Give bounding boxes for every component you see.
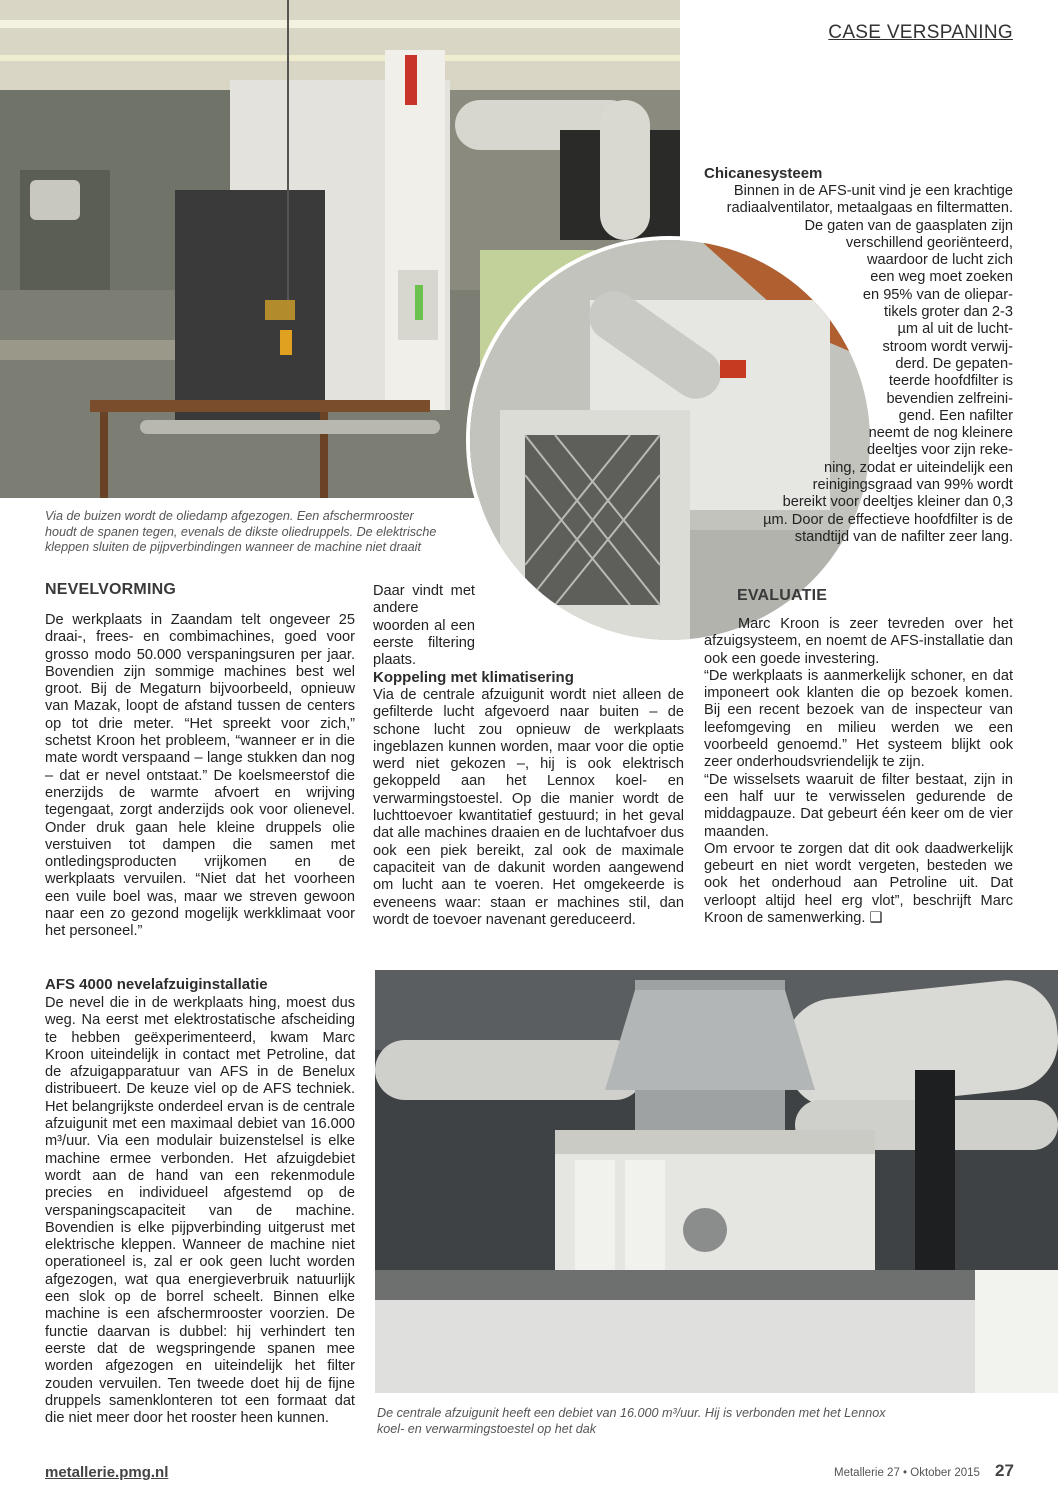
text-line: bevendien zelfreini- bbox=[886, 390, 1013, 407]
text-line: µm al uit de lucht- bbox=[897, 321, 1013, 338]
text-line: tikels groter dan 2-3 bbox=[884, 304, 1013, 321]
evaluatie-paragraph-2: “De werkplaats is aanmerkelijk schoner, en dat imponeert ook klanten die op bezoek komen. Bij een recent bezoek van de inspecteur van leefomgeving en milieu werden we een voorbeeld genoemd.” Het systeem blijkt ook zeer onderhoudsvriendelijk te zijn. bbox=[704, 667, 1013, 771]
section-title: CASE VERSPANING bbox=[828, 22, 1013, 43]
footer-issue: Metallerie 27 • Oktober 2015 bbox=[834, 1467, 980, 1479]
heading-nevelvorming: NEVELVORMING bbox=[45, 581, 177, 598]
text-line: en 95% van de oliepar- bbox=[862, 286, 1013, 303]
text-line: deeltjes voor zijn reke- bbox=[866, 442, 1013, 459]
heading-chicanesysteem: Chicanesysteem bbox=[704, 165, 823, 182]
evaluatie-paragraph-4: Om ervoor te zorgen dat dit ook daadwerkelijk gebeurt en niet wordt vergeten, besteden we ook het onderhoud aan Petroline uit. Dat verloopt altijd heel erg vlot”, beschrijft Marc Kroon de samenwerking. ❑ bbox=[704, 840, 1013, 927]
text-line: reinigingsgraad van 99% wordt bbox=[812, 477, 1013, 494]
heading-evaluatie: EVALUATIE bbox=[737, 587, 828, 604]
text-line: standtijd van de nafilter zeer lang. bbox=[794, 528, 1013, 545]
text-line: stroom wordt verwij- bbox=[882, 338, 1013, 355]
evaluatie-paragraph-3: “De wisselsets waaruit de filter bestaat, zijn in een half uur te verwisselen gedurende de middagpauze. Dat gebeurt één keer om de vier maanden. bbox=[704, 771, 1013, 840]
text-line: een weg moet zoeken bbox=[870, 269, 1013, 286]
photo-caption-top: Via de buizen wordt de oliedamp afgezogen. Een afschermrooster houdt de spanen tegen, evenals de dikste oliedruppels. De elektrische kleppen sluiten de pijpverbindingen wanneer de machine niet draait bbox=[45, 509, 437, 555]
evaluatie-paragraph-1: Marc Kroon is zeer tevreden over het afzuigsysteem, en noemt de AFS-installatie dan ook een goede investering. bbox=[704, 616, 1013, 667]
col1-paragraph-2: De nevel die in de werkplaats hing, moest dus weg. Na eerst met elektrostatische afscheiding te hebben geëxperimenteerd, kwam Marc Kroon uiteindelijk in contact met Petroline, dat de afzuigapparatuur van AFS in de Benelux distribueert. De keuze viel op de AFS techniek. Het belangrijkste onderdeel ervan is de centrale afzuigunit met een maximaal debiet van 16.000 m³/uur. Via een modulair buizenstelsel is elke machine ermee verbonden. Het afzuigdebiet wordt aan de hand van een rekenmodule precies en individueel afgestemd op de verspaningscapaciteit van de machine. Bovendien is elke pijpverbinding uitgerust met elektrische kleppen. Wanneer de machine niet operationeel is, zal er ook geen lucht worden afgezogen, wat qua energieverbruik natuurlijk een slok op de borrel scheelt. Binnen elke machine is een afschermrooster voorzien. De functie daarvan is dubbel: hij verhindert ten eerste dat de wegspringende spanen mee worden afgezogen en uiteindelijk het filter zouden vervuilen. Ten tweede doet hij de fijne druppels samenklonteren tot een formaat dat die niet meer door het rooster heen kunnen. bbox=[45, 995, 355, 1427]
text-line: µm. Door de effectieve hoofdfilter is de bbox=[763, 511, 1013, 528]
text-line: teerde hoofdfilter is bbox=[888, 373, 1013, 390]
chicanesysteem-text bbox=[704, 183, 1013, 546]
text-line: ning, zodat er uiteindelijk een bbox=[823, 459, 1013, 476]
text-line: Binnen in de AFS-unit vind je een krachtige bbox=[733, 183, 1013, 199]
text-line: waardoor de lucht zich bbox=[866, 252, 1013, 269]
photo-caption-bottom: De centrale afzuigunit heeft een debiet van 16.000 m³/uur. Hij is verbonden met het Lennox koel- en verwarmingstoestel op het dak bbox=[377, 1406, 886, 1436]
afzuigunit-photo bbox=[375, 970, 1058, 1393]
col1-paragraph-1: De werkplaats in Zaandam telt ongeveer 25 draai-, frees- en combimachines, goed voor grosso modo 50.000 verspaningsuren per jaar. Bovendien zijn sommige machines best wel groot. Bij de Megaturn bijvoorbeeld, opnieuw van Mazak, loopt de afstand tussen de centers op tot drie meter. “Het spreekt voor zich,” schetst Kroon het probleem, “wanneer er in die mate wordt verspaand – lange stukken dan nog – dat er nevel ontstaat.” De koelsmeerstof die enerzijds de warmte afvoert en wrijving tegengaat, zorgt anderzijds ook voor olienevel. Onder druk gaan hele kleine druppels olie verstuiven tot dampen die samen met ontledingsproducten vrijkomen en de werkplaats vervuilen. “Niet dat het voorheen een vuile boel was, maar we streven gewoon naar een zo gezond mogelijk werkklimaat voor het personeel.” bbox=[45, 612, 355, 940]
text-line: gend. Een nafilter bbox=[898, 407, 1013, 424]
text-line: bereikt voor deeltjes kleiner dan 0,3 bbox=[782, 494, 1013, 511]
text-line: derd. De gepaten- bbox=[895, 355, 1013, 372]
text-line: radiaalventilator, metaalgaas en filtermatten. bbox=[726, 200, 1013, 217]
col2-paragraph-1: Daar vindt met andere woorden al een eerste filtering plaats. bbox=[373, 583, 475, 669]
heading-afs4000: AFS 4000 nevelafzuiginstallatie bbox=[45, 976, 268, 993]
text-line: De gaten van de gaasplaten zijn bbox=[804, 217, 1013, 234]
footer-website-link[interactable]: metallerie.pmg.nl bbox=[45, 1464, 169, 1481]
page-number: 27 bbox=[995, 1461, 1014, 1480]
evaluatie-text bbox=[704, 616, 1013, 927]
text-line: neemt de nog kleinere bbox=[868, 425, 1013, 442]
text-line: verschillend georiënteerd, bbox=[845, 234, 1013, 251]
heading-koppeling: Koppeling met klimatisering bbox=[373, 669, 574, 686]
col2-paragraph-2: Via de centrale afzuigunit wordt niet alleen de gefilterde lucht afgevoerd naar buiten – de schone lucht zou opnieuw de werkplaats ingeblazen kunnen worden, maar voor die optie werd niet gekozen –, hij is ook elektrisch gekoppeld aan het Lennox koel- en verwarmingstoestel. Op die manier wordt de luchttoevoer kwantitatief gestuurd; in het geval dat alle machines draaien en de luchtafvoer dus ook een piek bereikt, zal ook de maximale capaciteit van de dakunit worden aangewend om lucht aan te voeren. Het omgekeerde is eveneens waar: staan er machines stil, dan wordt de toevoer navenant gereduceerd. bbox=[373, 687, 684, 928]
afzuigunit-photo-drawing bbox=[375, 970, 1058, 1393]
